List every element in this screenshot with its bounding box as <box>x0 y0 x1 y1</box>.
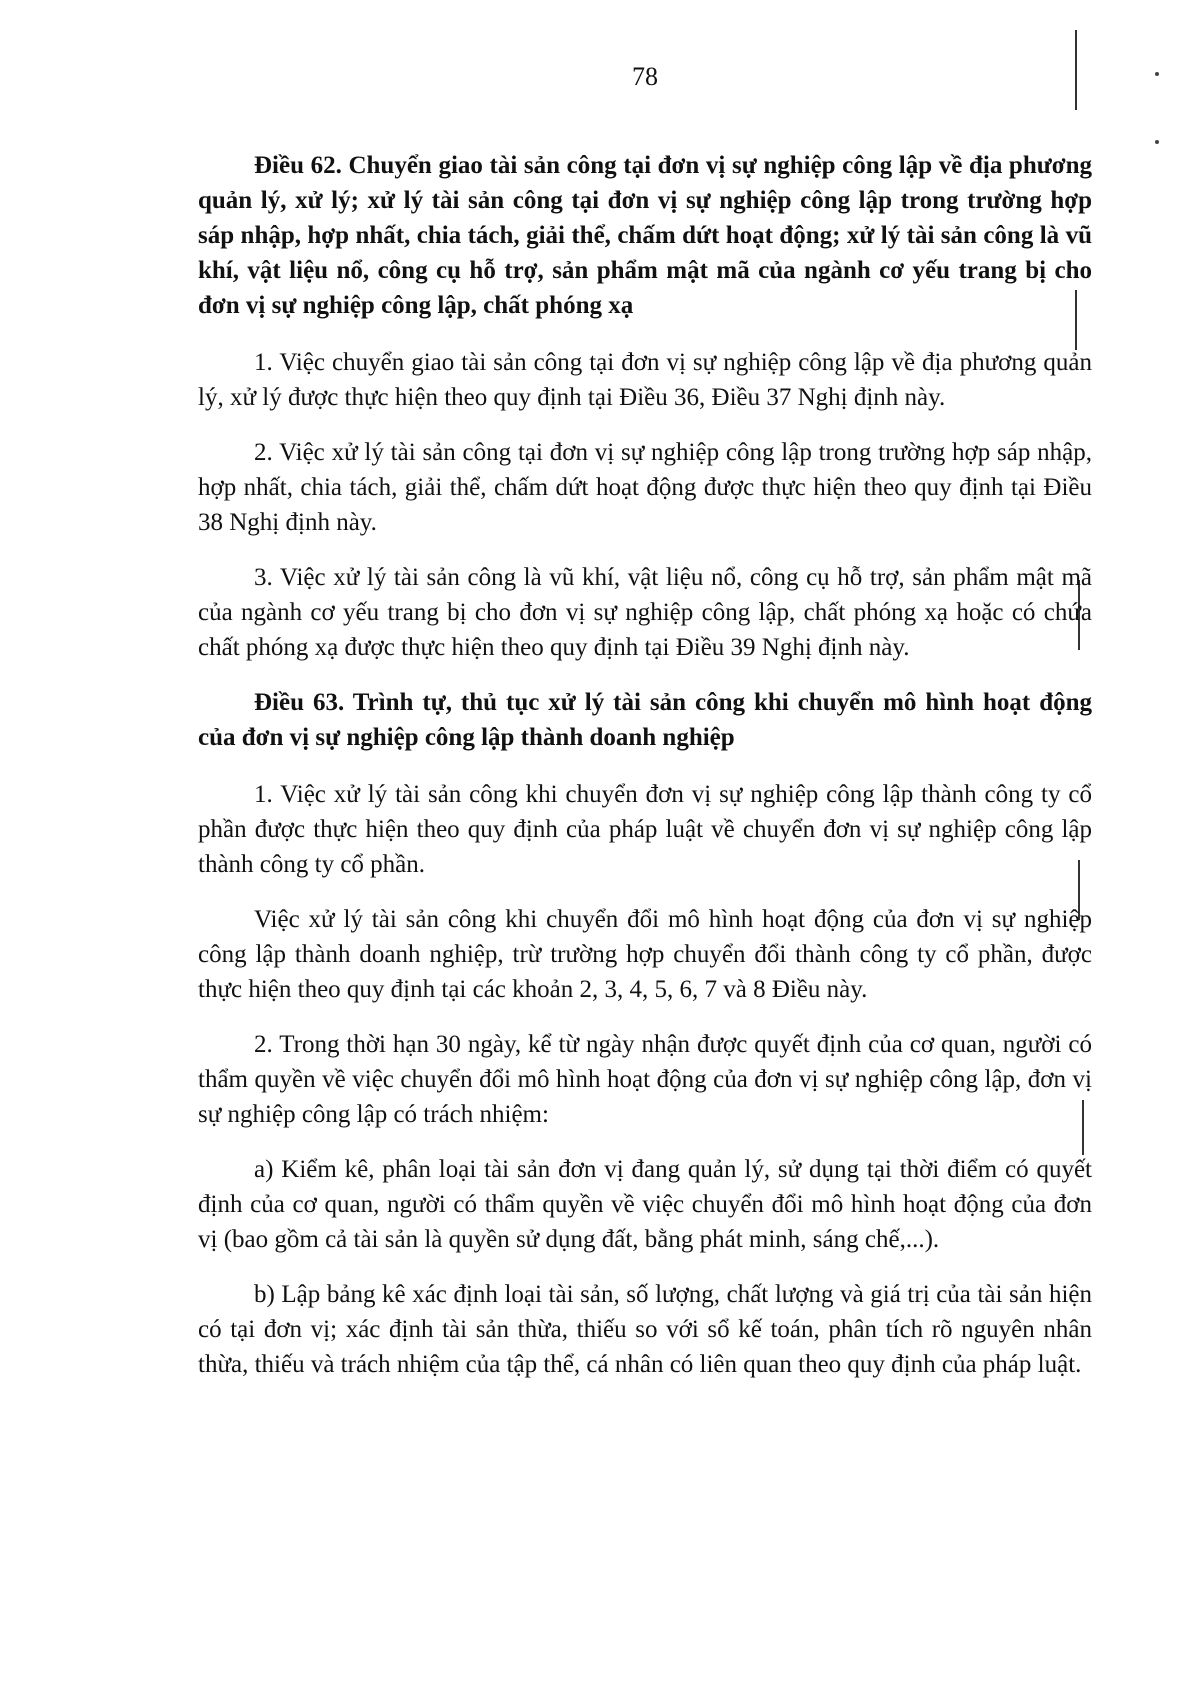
article-63-clause-2-point-b: b) Lập bảng kê xác định loại tài sản, số lượng, chất lượng và giá trị của tài sản hiện có tại đơn vị; xác định tài sản thừa, thiếu so với sổ kế toán, phân tích rõ nguyên nhân thừa, thiếu và trách nhiệm của tập thể, cá nhân có liên quan theo quy định của pháp luật. <box>198 1281 1092 1378</box>
article-63-heading: Điều 63. Trình tự, thủ tục xử lý tài sản công khi chuyển mô hình hoạt động của đơn vị sự nghiệp công lập thành doanh nghiệp <box>198 689 1092 751</box>
scan-speck <box>1155 72 1159 76</box>
page-number: 78 <box>632 62 658 91</box>
scan-speck <box>1155 140 1159 144</box>
article-62 <box>198 148 1092 665</box>
article-62-heading: Điều 62. Chuyển giao tài sản công tại đơn vị sự nghiệp công lập về địa phương quản lý, xử lý; xử lý tài sản công tại đơn vị sự nghiệp công lập trong trường hợp sáp nhập, hợp nhất, chia tách, giải thể, chấm dứt hoạt động; xử lý tài sản công là vũ khí, vật liệu nổ, công cụ hỗ trợ, sản phẩm mật mã của ngành cơ yếu trang bị cho đơn vị sự nghiệp công lập, chất phóng xạ <box>198 152 1092 319</box>
article-63-clause-2-point-a: a) Kiểm kê, phân loại tài sản đơn vị đang quản lý, sử dụng tại thời điểm có quyết định của cơ quan, người có thẩm quyền về việc chuyển đổi mô hình hoạt động của đơn vị (bao gồm cả tài sản là quyền sử dụng đất, bằng phát minh, sáng chế,...). <box>198 1156 1092 1253</box>
document-body <box>198 148 1092 1402</box>
article-62-clause-2: 2. Việc xử lý tài sản công tại đơn vị sự nghiệp công lập trong trường hợp sáp nhập, hợp nhất, chia tách, giải thể, chấm dứt hoạt động được thực hiện theo quy định tại Điều 38 Nghị định này. <box>198 439 1092 536</box>
article-62-clause-3: 3. Việc xử lý tài sản công là vũ khí, vật liệu nổ, công cụ hỗ trợ, sản phẩm mật mã của ngành cơ yếu trang bị cho đơn vị sự nghiệp công lập, chất phóng xạ hoặc có chứa chất phóng xạ được thực hiện theo quy định tại Điều 39 Nghị định này. <box>198 564 1092 661</box>
article-63 <box>198 685 1092 1382</box>
article-62-clause-1: 1. Việc chuyển giao tài sản công tại đơn vị sự nghiệp công lập về địa phương quản lý, xử lý được thực hiện theo quy định tại Điều 36, Điều 37 Nghị định này. <box>198 349 1092 411</box>
article-63-clause-2: 2. Trong thời hạn 30 ngày, kể từ ngày nhận được quyết định của cơ quan, người có thẩm quyền về việc chuyển đổi mô hình hoạt động của đơn vị sự nghiệp công lập, đơn vị sự nghiệp công lập có trách nhiệm: <box>198 1031 1092 1128</box>
article-63-clause-1: 1. Việc xử lý tài sản công khi chuyển đơn vị sự nghiệp công lập thành công ty cổ phần được thực hiện theo quy định của pháp luật về chuyển đơn vị sự nghiệp công lập thành công ty cổ phần. <box>198 781 1092 878</box>
article-63-clause-1-note: Việc xử lý tài sản công khi chuyển đổi mô hình hoạt động của đơn vị sự nghiệp công lập thành doanh nghiệp, trừ trường hợp chuyển đổi thành công ty cổ phần, được thực hiện theo quy định tại các khoản 2, 3, 4, 5, 6, 7 và 8 Điều này. <box>198 906 1092 1003</box>
scan-margin-line <box>1075 30 1077 110</box>
